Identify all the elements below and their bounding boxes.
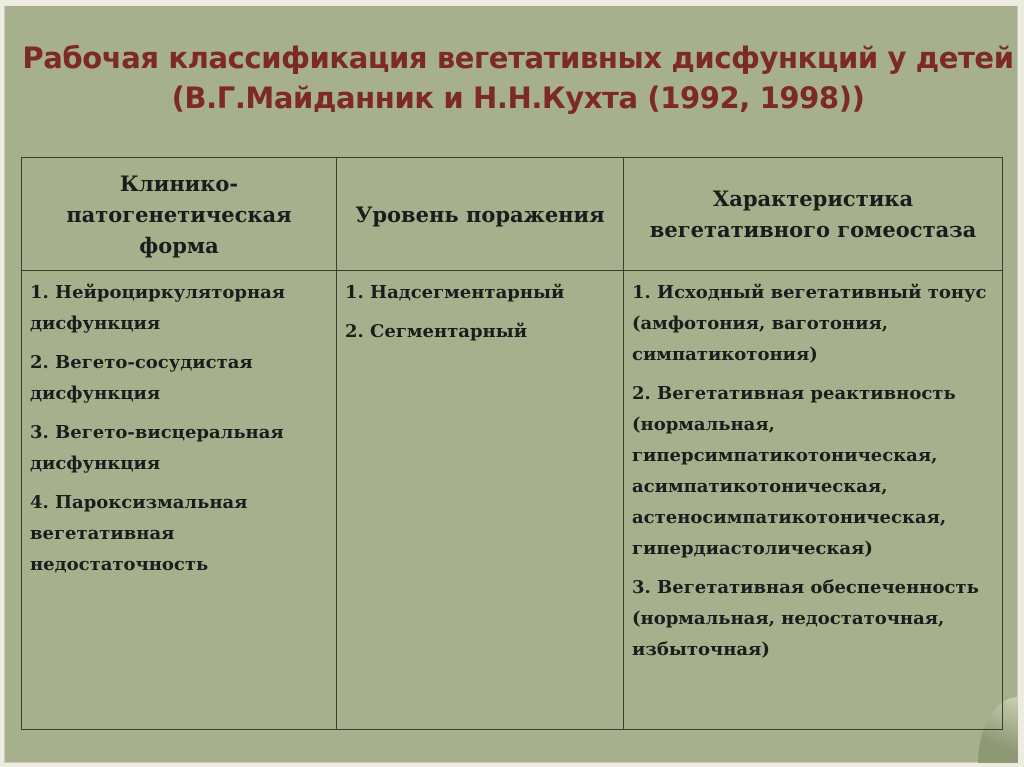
header-lesion-level: Уровень поражения [337, 158, 624, 271]
cell-homeostasis [624, 271, 1003, 730]
classification-table [21, 157, 1003, 730]
header-clinical-form: Клинико-патогенетическая форма [22, 158, 337, 271]
table-row [22, 271, 1003, 730]
list-item: 4. Пароксизмальная вегетативная недостаточность [30, 492, 248, 575]
table-header-row [22, 158, 1003, 271]
list-item: 1. Надсегментарный [345, 282, 565, 303]
cell-lesion-levels [337, 271, 624, 730]
list-item: 3. Вегетативная обеспеченность (нормальная, недостаточная, избыточная) [632, 577, 979, 660]
title-line-2: (В.Г.Майданник и Н.Н.Кухта (1992, 1998)) [171, 81, 865, 115]
list-item: 2. Вегетативная реактивность (нормальная, гиперсимпатикотоническая, асимпатикотоническая, астеносимпатикотоническая, гипердиастолическая) [632, 383, 956, 559]
header-homeostasis: Характеристика вегетативного гомеостаза [624, 158, 1003, 271]
list-item: 3. Вегето-висцеральная дисфункция [30, 422, 284, 474]
list-item: 2. Сегментарный [345, 321, 528, 342]
cell-clinical-forms [22, 271, 337, 730]
slide-title [18, 38, 1018, 118]
list-item: 2. Вегето-сосудистая дисфункция [30, 352, 253, 404]
list-item: 1. Нейроциркуляторная дисфункция [30, 282, 286, 334]
title-line-1: Рабочая классификация вегетативных дисфункций у детей [22, 41, 1014, 75]
list-item: 1. Исходный вегетативный тонус (амфотония, ваготония, симпатикотония) [632, 282, 987, 365]
